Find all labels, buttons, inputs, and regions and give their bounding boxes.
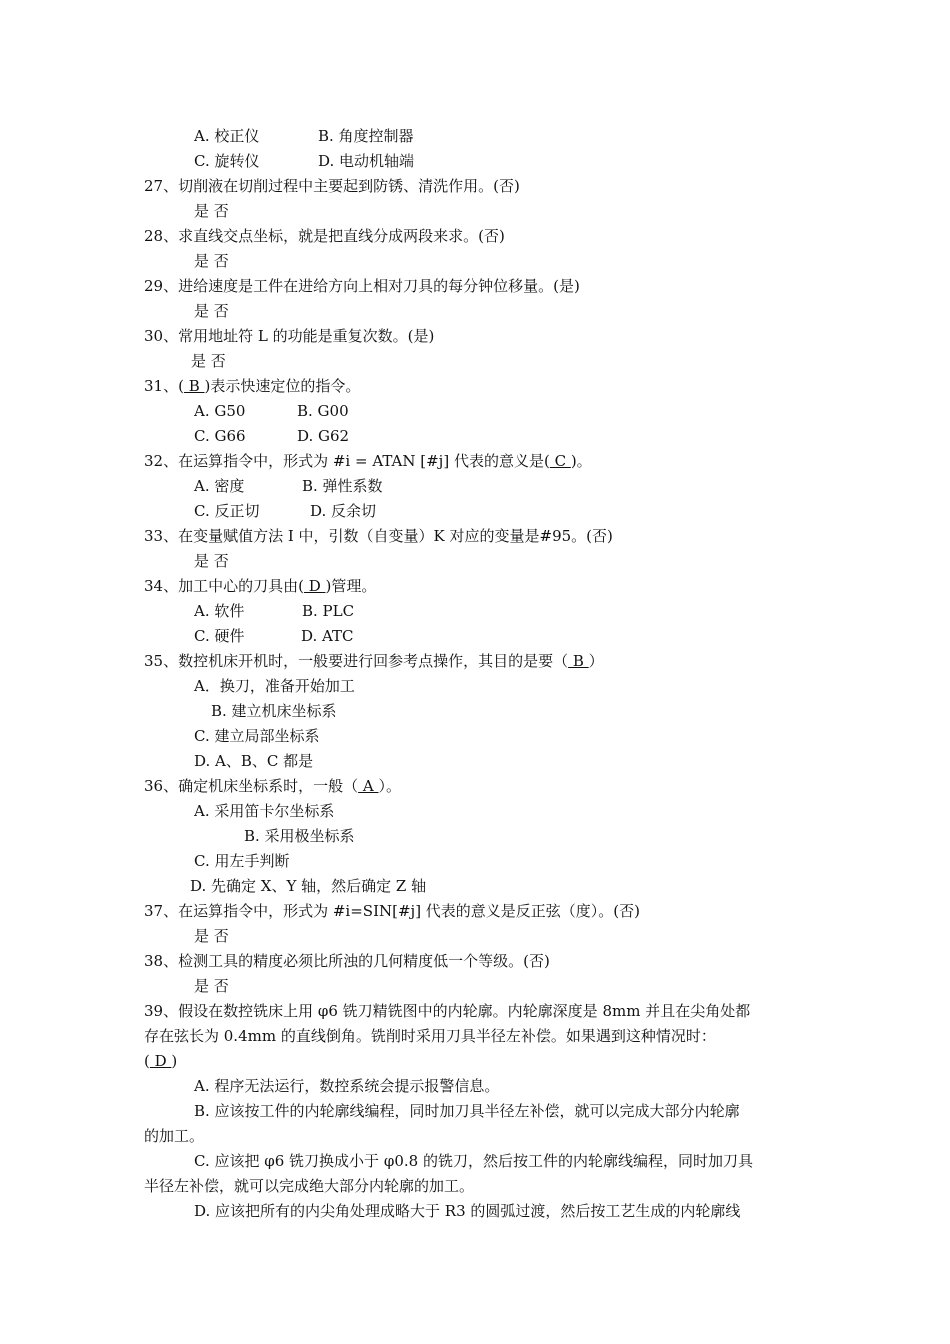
q39-option-b-line-2: 的加工。	[144, 1127, 205, 1145]
q39-answer-line: ( D )	[144, 1052, 178, 1070]
q26-option-d: D. 电动机轴端	[318, 152, 415, 170]
q31-option-a: A. G50	[194, 402, 246, 420]
q32-option-c: C. 反正切	[194, 502, 260, 520]
q36-option-d: D. 先确定 X、Y 轴，然后确定 Z 轴	[190, 877, 427, 895]
q31-question: 31、( B )表示快速定位的指令。	[144, 377, 361, 395]
q33-choices: 是 否	[194, 552, 229, 570]
q28-choices: 是 否	[194, 252, 229, 270]
q26-option-c: C. 旋转仪	[194, 152, 260, 170]
q31-option-b: B. G00	[297, 402, 349, 420]
q31-answer: B	[183, 377, 205, 395]
q29-text: 29、进给速度是工件在进给方向上相对刀具的每分钟位移量。(是)	[144, 277, 580, 295]
q27-text: 27、切削液在切削过程中主要起到防锈、清洗作用。(否)	[144, 177, 520, 195]
q36-option-b: B. 采用极坐标系	[244, 827, 355, 845]
q39-option-c-line-1: C. 应该把 φ6 铣刀换成小于 φ0.8 的铣刀，然后按工件的内轮廓线编程，同时加刀具	[194, 1152, 753, 1170]
q32-question: 32、在运算指令中，形式为 #i = ATAN [#j] 代表的意义是( C )。	[144, 452, 592, 470]
q35-option-c: C. 建立局部坐标系	[194, 727, 320, 745]
q31-option-d: D. G62	[297, 427, 350, 445]
q36-question: 36、确定机床坐标系时，一般（ A ）。	[144, 777, 401, 795]
q39-text-line-1: 39、假设在数控铣床上用 φ6 铣刀精铣图中的内轮廓。内轮廓深度是 8mm 并且在尖角处都	[144, 1002, 751, 1020]
q32-answer: C	[549, 452, 571, 470]
q31-option-c: C. G66	[194, 427, 246, 445]
q34-option-d: D. ATC	[301, 627, 354, 645]
q32-option-d: D. 反余切	[310, 502, 377, 520]
q33-text: 33、在变量赋值方法 I 中，引数（自变量）K 对应的变量是#95。(否)	[144, 527, 613, 545]
q39-option-a: A. 程序无法运行，数控系统会提示报警信息。	[194, 1077, 500, 1095]
q39-option-b-line-1: B. 应该按工件的内轮廓线编程，同时加刀具半径左补偿，就可以完成大部分内轮廓	[194, 1102, 740, 1120]
q37-text: 37、在运算指令中，形式为 #i=SIN[#j] 代表的意义是反正弦（度）。(否)	[144, 902, 641, 920]
q34-option-c: C. 硬件	[194, 627, 245, 645]
q39-option-c-line-2: 半径左补偿，就可以完成绝大部分内轮廓的加工。	[144, 1177, 475, 1195]
q29-choices: 是 否	[194, 302, 229, 320]
q39-text-line-2: 存在弦长为 0.4mm 的直线倒角。铣削时采用刀具半径左补偿。如果遇到这种情况时：	[144, 1027, 716, 1045]
q34-question: 34、加工中心的刀具由( D )管理。	[144, 577, 377, 595]
q36-option-c: C. 用左手判断	[194, 852, 290, 870]
q35-option-d: D. A、B、C 都是	[194, 752, 314, 770]
q32-option-b: B. 弹性系数	[302, 477, 383, 495]
q36-option-a: A. 采用笛卡尔坐标系	[194, 802, 335, 820]
q35-answer: B	[568, 652, 589, 670]
q35-option-a: A．换刀，准备开始加工	[194, 677, 355, 695]
q30-choices: 是 否	[191, 352, 226, 370]
q28-text: 28、求直线交点坐标，就是把直线分成两段来求。(否)	[144, 227, 505, 245]
q34-option-a: A. 软件	[194, 602, 245, 620]
q30-text: 30、常用地址符 L 的功能是重复次数。(是)	[144, 327, 435, 345]
q39-option-d-line-1: D. 应该把所有的内尖角处理成略大于 R3 的圆弧过渡，然后按工艺生成的内轮廓线	[194, 1202, 741, 1220]
q27-choices: 是 否	[194, 202, 229, 220]
q26-option-b: B. 角度控制器	[318, 127, 414, 145]
q34-option-b: B. PLC	[302, 602, 355, 620]
q38-choices: 是 否	[194, 977, 229, 995]
q34-answer: D	[303, 577, 326, 595]
q37-choices: 是 否	[194, 927, 229, 945]
q32-option-a: A. 密度	[194, 477, 245, 495]
q36-answer: A	[358, 777, 379, 795]
q26-option-a: A. 校正仪	[194, 127, 260, 145]
q35-option-b: B. 建立机床坐标系	[211, 702, 337, 720]
q39-answer: D	[149, 1052, 172, 1070]
q38-text: 38、检测工具的精度必须比所浊的几何精度低一个等级。(否)	[144, 952, 550, 970]
q35-question: 35、数控机床开机时，一般要进行回参考点操作，其目的是要（ B ）	[144, 652, 604, 670]
